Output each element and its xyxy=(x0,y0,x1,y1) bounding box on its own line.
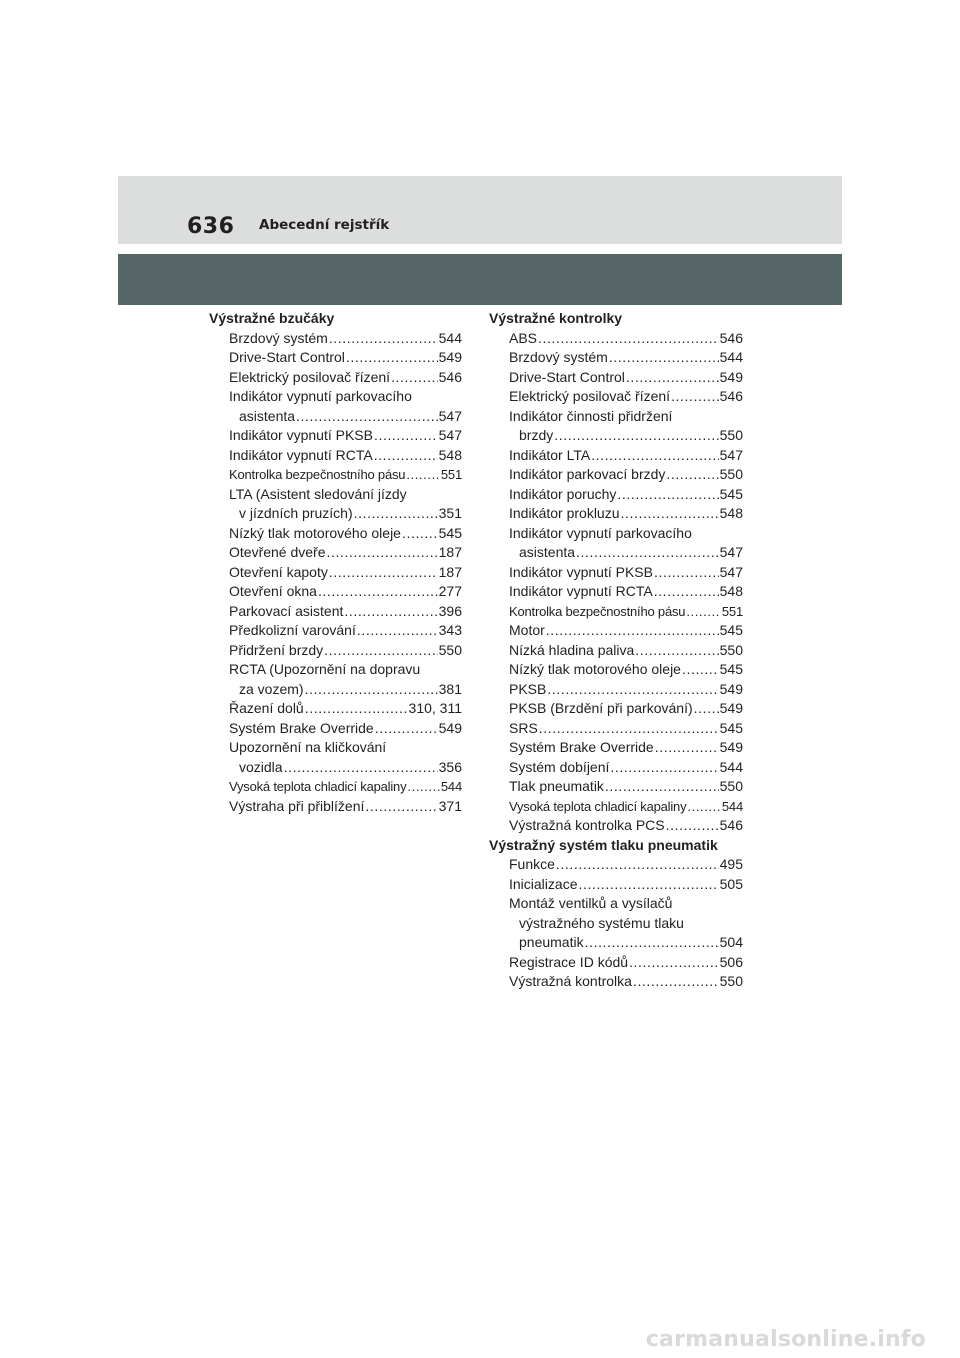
page-number: 636 xyxy=(187,214,235,239)
index-entry-text: Indikátor vypnutí parkovacího xyxy=(509,524,692,541)
index-entry[interactable] xyxy=(209,641,462,661)
index-entry[interactable] xyxy=(489,582,743,602)
index-entry[interactable] xyxy=(489,426,743,446)
index-entry[interactable] xyxy=(489,914,743,934)
index-entry-page: 544 xyxy=(440,779,462,794)
index-entry[interactable] xyxy=(489,699,743,719)
leader-dots xyxy=(609,348,719,368)
leader-dots xyxy=(585,933,719,953)
index-entry-text: Motor xyxy=(509,621,546,641)
index-entry[interactable] xyxy=(209,660,462,680)
index-entry-text: Brzdový systém xyxy=(229,329,329,349)
leader-dots xyxy=(391,368,438,388)
index-entry-text: Vysoká teplota chladicí kapaliny xyxy=(229,777,407,797)
index-entry[interactable] xyxy=(489,504,743,524)
index-entry-page: 343 xyxy=(438,622,462,638)
index-entry-text: Řazení dolů xyxy=(229,699,305,719)
index-entry-text: Montáž ventilků a vysílačů xyxy=(509,895,673,911)
index-entry[interactable] xyxy=(209,680,462,700)
index-entry-text: RCTA (Upozornění na dopravu xyxy=(229,661,421,677)
index-entry-page: 544 xyxy=(438,329,462,346)
index-entry-text: v jízdních pruzích) xyxy=(239,504,354,524)
index-entry-page: 381 xyxy=(438,680,462,697)
index-entry[interactable] xyxy=(209,368,462,388)
leader-dots xyxy=(654,563,719,583)
index-entry-text: za vozem) xyxy=(239,680,305,700)
index-entry[interactable] xyxy=(209,563,462,583)
index-entry-text: výstražného systému tlaku xyxy=(519,914,684,931)
index-entry-text: Indikátor vypnutí parkovacího xyxy=(229,388,412,404)
index-entry-page: 505 xyxy=(719,875,743,892)
index-entry-page: 551 xyxy=(440,467,462,482)
leader-dots xyxy=(329,329,438,349)
index-entry-text: Upozornění na kličkování xyxy=(229,739,387,755)
leader-dots xyxy=(591,446,718,466)
index-entry-text: Výstražná kontrolka xyxy=(509,972,633,992)
index-entry-page: 551 xyxy=(721,603,743,619)
index-entry-page: 547 xyxy=(719,563,743,580)
index-entry[interactable] xyxy=(209,719,462,739)
index-entry[interactable] xyxy=(489,719,743,739)
index-entry-text: Indikátor LTA xyxy=(509,446,591,466)
index-entry[interactable] xyxy=(489,972,743,992)
leader-dots xyxy=(327,543,438,563)
index-entry[interactable] xyxy=(489,777,743,797)
leader-dots xyxy=(576,543,719,563)
index-entry[interactable] xyxy=(489,875,743,895)
index-entry-page: 549 xyxy=(719,700,743,716)
index-entry-page: 506 xyxy=(719,953,743,970)
index-entry[interactable] xyxy=(489,524,743,544)
leader-dots xyxy=(686,602,721,622)
leader-dots xyxy=(610,758,718,778)
index-entry[interactable] xyxy=(209,485,462,505)
index-entry-page: 546 xyxy=(719,329,743,346)
index-entry-text: Výstraha při přiblížení xyxy=(229,797,365,817)
index-entry-text: Otevření okna xyxy=(229,582,318,602)
index-entry-page: 547 xyxy=(719,446,743,463)
leader-dots xyxy=(554,426,718,446)
index-entry-text: Brzdový systém xyxy=(509,348,609,368)
leader-dots xyxy=(374,446,438,466)
index-entry-page: 396 xyxy=(438,602,462,619)
leader-dots xyxy=(538,329,719,349)
index-entry[interactable] xyxy=(489,485,743,505)
index-entry-page: 549 xyxy=(719,368,743,385)
index-entry-page: 549 xyxy=(719,739,743,755)
leader-dots xyxy=(633,972,719,992)
index-entry[interactable] xyxy=(489,368,743,388)
index-entry-text: asistenta xyxy=(239,407,296,427)
index-entry[interactable] xyxy=(209,348,462,368)
leader-dots xyxy=(324,641,437,661)
index-entry-text: Systém dobíjení xyxy=(509,758,610,778)
index-entry-page: 546 xyxy=(719,817,743,833)
index-entry-page: 371 xyxy=(438,797,462,814)
index-entry-text: brzdy xyxy=(519,426,554,446)
index-entry[interactable] xyxy=(489,816,743,836)
index-entry[interactable] xyxy=(489,563,743,583)
index-entry-text: Kontrolka bezpečnostního pásu xyxy=(509,602,686,622)
index-entry-text: Systém Brake Override xyxy=(509,738,655,758)
index-entry-page: 545 xyxy=(719,719,743,736)
leader-dots xyxy=(365,797,437,817)
index-entry[interactable] xyxy=(489,680,743,700)
index-entry-page: 548 xyxy=(719,505,743,521)
index-entry-page: 550 xyxy=(719,778,743,794)
index-entry[interactable] xyxy=(489,855,743,875)
index-entry-text: Indikátor vypnutí RCTA xyxy=(229,446,374,466)
index-entry-page: 550 xyxy=(719,427,743,443)
index-entry[interactable] xyxy=(489,758,743,778)
index-entry[interactable] xyxy=(209,504,462,524)
index-entry-text: Nízký tlak motorového oleje xyxy=(229,524,402,544)
index-entry-text: Vysoká teplota chladicí kapaliny xyxy=(509,797,687,817)
index-entry-page: 495 xyxy=(719,856,743,872)
index-entry[interactable] xyxy=(209,797,462,817)
index-entry-text: Parkovací asistent xyxy=(229,602,344,622)
index-entry-text: Nízký tlak motorového oleje xyxy=(509,660,682,680)
index-entry[interactable] xyxy=(489,641,743,661)
index-entry-text: Indikátor prokluzu xyxy=(509,504,621,524)
leader-dots xyxy=(666,816,719,836)
index-entry[interactable] xyxy=(209,543,462,563)
leader-dots xyxy=(407,777,440,797)
index-entry-text: LTA (Asistent sledování jízdy xyxy=(229,485,407,502)
index-entry-text: Indikátor vypnutí PKSB xyxy=(509,563,654,583)
index-entry-page: 550 xyxy=(719,641,743,658)
index-entry[interactable] xyxy=(209,621,462,641)
index-entry-text: Inicializace xyxy=(509,875,578,895)
index-entry-text: Předkolizní varování xyxy=(229,621,357,641)
index-entry[interactable] xyxy=(489,387,743,407)
index-entry-page: 546 xyxy=(438,368,462,385)
index-entry-page: 546 xyxy=(719,388,743,404)
index-entry-text: Otevřené dveře xyxy=(229,543,327,563)
leader-dots xyxy=(374,426,438,446)
leader-dots xyxy=(687,797,721,817)
leader-dots xyxy=(402,524,438,544)
leader-dots xyxy=(605,777,719,797)
title-band xyxy=(118,254,842,305)
index-entry-text: Drive-Start Control xyxy=(229,348,346,368)
index-entry-page: 549 xyxy=(438,349,462,365)
index-entry[interactable] xyxy=(209,407,462,427)
index-entry[interactable] xyxy=(489,797,743,817)
index-entry[interactable] xyxy=(209,699,462,719)
index-heading: Výstražné kontrolky xyxy=(489,310,623,326)
index-entry-page: 504 xyxy=(719,934,743,950)
index-entry-text: Přidržení brzdy xyxy=(229,641,324,661)
index-entry-text: Elektrický posilovač řízení xyxy=(229,368,391,388)
index-heading: Výstražný systém tlaku pneumatik xyxy=(489,836,718,853)
index-entry-page: 549 xyxy=(438,719,462,736)
index-entry[interactable] xyxy=(489,407,743,427)
index-entry[interactable] xyxy=(209,329,462,349)
index-entry-text: SRS xyxy=(509,719,539,739)
index-entry-text: Funkce xyxy=(509,855,556,875)
leader-dots xyxy=(629,953,719,973)
index-entry[interactable] xyxy=(209,387,462,407)
index-entry[interactable] xyxy=(489,660,743,680)
leader-dots xyxy=(694,699,719,719)
leader-dots xyxy=(318,582,438,602)
index-entry-text: Systém Brake Override xyxy=(229,719,375,739)
leader-dots xyxy=(344,602,437,622)
leader-dots xyxy=(547,680,718,700)
leader-dots xyxy=(682,660,719,680)
index-entry-page: 550 xyxy=(438,641,462,658)
index-column-right xyxy=(489,309,743,992)
index-entry-text: Elektrický posilovač řízení xyxy=(509,387,671,407)
leader-dots xyxy=(305,680,438,700)
watermark: carmanualsonline.info xyxy=(645,1327,926,1352)
index-entry[interactable] xyxy=(489,894,743,914)
index-entry-text: Indikátor vypnutí RCTA xyxy=(509,582,654,602)
leader-dots xyxy=(406,465,440,485)
leader-dots xyxy=(357,621,438,641)
index-entry-page: 544 xyxy=(719,349,743,365)
index-entry-page: 548 xyxy=(438,446,462,463)
index-entry[interactable] xyxy=(209,777,462,797)
index-entry-page: 351 xyxy=(438,505,462,521)
leader-dots xyxy=(617,485,718,505)
index-entry-page: 547 xyxy=(438,427,462,443)
leader-dots xyxy=(635,641,718,661)
index-entry-text: Indikátor poruchy xyxy=(509,485,617,505)
index-entry[interactable] xyxy=(489,933,743,953)
index-entry-page: 545 xyxy=(438,524,462,541)
index-entry-page: 550 xyxy=(719,466,743,482)
index-entry[interactable] xyxy=(209,582,462,602)
index-entry-page: 310, 311 xyxy=(408,700,462,716)
index-heading: Výstražné bzučáky xyxy=(209,310,335,326)
index-entry[interactable] xyxy=(489,953,743,973)
leader-dots xyxy=(354,504,438,524)
index-entry[interactable] xyxy=(489,543,743,563)
leader-dots xyxy=(556,855,719,875)
index-entry-text: Nízká hladina paliva xyxy=(509,641,635,661)
index-entry-text: vozidla xyxy=(239,758,284,778)
leader-dots xyxy=(654,582,719,602)
index-entry[interactable] xyxy=(209,426,462,446)
leader-dots xyxy=(578,875,718,895)
index-entry[interactable] xyxy=(489,621,743,641)
index-entry[interactable] xyxy=(489,738,743,758)
index-entry-text: asistenta xyxy=(519,543,576,563)
leader-dots xyxy=(305,699,408,719)
index-entry[interactable] xyxy=(209,602,462,622)
index-entry-page: 547 xyxy=(719,544,743,560)
index-entry-text: Drive-Start Control xyxy=(509,368,626,388)
index-entry[interactable] xyxy=(489,329,743,349)
index-entry[interactable] xyxy=(489,602,743,622)
index-entry[interactable] xyxy=(209,738,462,758)
index-entry-text: Výstražná kontrolka PCS xyxy=(509,816,666,836)
index-entry[interactable] xyxy=(489,465,743,485)
index-entry-text: Tlak pneumatik xyxy=(509,777,605,797)
index-entry-page: 545 xyxy=(719,485,743,502)
index-entry-text: Kontrolka bezpečnostního pásu xyxy=(229,465,406,485)
index-entry-page: 549 xyxy=(719,680,743,697)
index-entry-page: 544 xyxy=(719,758,743,775)
index-entry-text: Indikátor vypnutí PKSB xyxy=(229,426,374,446)
index-entry[interactable] xyxy=(489,446,743,466)
leader-dots xyxy=(329,563,438,583)
index-entry-page: 548 xyxy=(719,583,743,599)
index-entry-text: Registrace ID kódů xyxy=(509,953,629,973)
index-entry-page: 187 xyxy=(438,544,462,560)
index-entry-page: 356 xyxy=(438,758,462,775)
index-entry-text: pneumatik xyxy=(519,933,585,953)
index-entry-page: 544 xyxy=(721,798,743,814)
index-entry-text: PKSB xyxy=(509,680,547,700)
index-entry-page: 187 xyxy=(438,563,462,580)
leader-dots xyxy=(346,348,438,368)
index-entry[interactable] xyxy=(489,348,743,368)
index-entry-page: 545 xyxy=(719,661,743,677)
leader-dots xyxy=(284,758,438,778)
leader-dots xyxy=(375,719,438,739)
index-column-left xyxy=(209,309,462,816)
index-entry-text: Indikátor činnosti přidržení xyxy=(509,407,673,424)
leader-dots xyxy=(666,465,718,485)
leader-dots xyxy=(546,621,719,641)
index-entry-text: ABS xyxy=(509,329,538,349)
index-entry-text: Indikátor parkovací brzdy xyxy=(509,465,666,485)
index-entry[interactable] xyxy=(209,465,462,485)
index-entry-page: 277 xyxy=(438,583,462,599)
index-entry[interactable] xyxy=(209,524,462,544)
index-entry[interactable] xyxy=(209,446,462,466)
leader-dots xyxy=(671,387,719,407)
index-entry-page: 547 xyxy=(438,407,462,424)
leader-dots xyxy=(655,738,719,758)
index-entry-page: 550 xyxy=(719,973,743,989)
index-entry-text: Otevření kapoty xyxy=(229,563,329,583)
leader-dots xyxy=(296,407,438,427)
index-entry-text: PKSB (Brzdění při parkování) xyxy=(509,699,694,719)
index-entry-page: 545 xyxy=(719,622,743,638)
section-title: Abecední rejstřík xyxy=(259,217,390,233)
index-entry[interactable] xyxy=(209,758,462,778)
leader-dots xyxy=(621,504,719,524)
leader-dots xyxy=(539,719,719,739)
leader-dots xyxy=(626,368,719,388)
